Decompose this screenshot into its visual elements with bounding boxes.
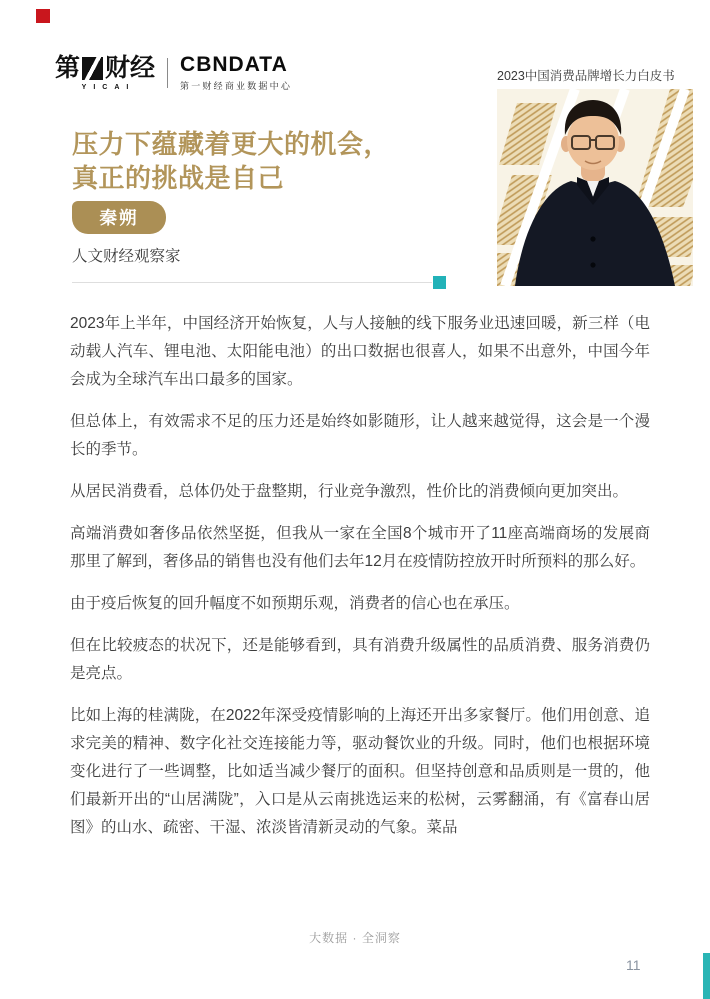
red-corner-marker-icon bbox=[36, 9, 50, 23]
section-divider bbox=[72, 276, 446, 289]
author-name-badge: 秦朔 bbox=[72, 201, 166, 234]
cbndata-logo bbox=[180, 54, 292, 92]
yicai-logo-text-2: 财经 bbox=[105, 53, 156, 82]
whitepaper-title-label: 2023中国消费品牌增长力白皮书 bbox=[497, 69, 675, 83]
yicai-logo-en: YICAI bbox=[81, 83, 136, 91]
article-body bbox=[70, 310, 650, 856]
article-title-line2: 真正的挑战是自己 bbox=[72, 163, 285, 193]
page-number: 11 bbox=[626, 957, 641, 973]
teal-accent-square-icon bbox=[433, 276, 446, 289]
article-title-line1: 压力下蕴藏着更大的机会， bbox=[72, 129, 391, 159]
author-photo-illustration bbox=[497, 89, 693, 286]
paragraph: 从居民消费看，总体仍处于盘整期，行业竞争激烈，性价比的消费倾向更加突出。 bbox=[70, 483, 629, 500]
paragraph: 比如上海的桂满陇，在2022年深受疫情影响的上海还开出多家餐厅。他们用创意、追求完美的精神、数字化社交连接能力等，驱动餐饮业的升级。同时，他们也根据环境变化进行了一些调整，比如适当减少餐厅的面积。但坚持创意和品质则是一贯的，他们最新开出的“山居满陇”，入口是从云南挑选运来的松树，云雾翻涌，有《富春山居图》的山水、疏密、干湿、浓淡皆清新灵动的气象。菜品 bbox=[70, 707, 650, 836]
paragraph: 高端消费如奢侈品依然坚挺，但我从一家在全国8个城市开了11座高端商场的发展商那里了解到，奢侈品的销售也没有他们去年12月在疫情防控放开时所预料的那么好。 bbox=[70, 525, 650, 570]
cbndata-logo-text: CBNDATA bbox=[180, 53, 288, 76]
paragraph: 但总体上，有效需求不足的压力还是始终如影随形，让人越来越觉得，这会是一个漫长的季节。 bbox=[70, 413, 650, 458]
yicai-logo-mark-icon bbox=[82, 57, 103, 80]
cbndata-logo-subtitle: 第一财经商业数据中心 bbox=[180, 81, 293, 91]
footer-slogan: 大数据 · 全洞察 bbox=[309, 931, 401, 945]
paragraph: 由于疫后恢复的回升幅度不如预期乐观，消费者的信心也在承压。 bbox=[70, 595, 520, 612]
author-photo bbox=[497, 89, 693, 286]
paragraph: 但在比较疲态的状况下，还是能够看到，具有消费升级属性的品质消费、服务消费仍是亮点。 bbox=[70, 637, 650, 682]
header-logo-group bbox=[55, 54, 292, 92]
article-title bbox=[72, 127, 390, 195]
yicai-logo-cn bbox=[55, 53, 156, 82]
teal-corner-bar-icon bbox=[703, 953, 710, 999]
logo-separator bbox=[167, 58, 168, 88]
yicai-logo bbox=[55, 53, 156, 91]
yicai-logo-text-1: 第 bbox=[55, 53, 81, 82]
paragraph: 2023年上半年，中国经济开始恢复，人与人接触的线下服务业迅速回暖，新三样（电动载人汽车、锂电池、太阳能电池）的出口数据也很喜人，如果不出意外，中国今年会成为全球汽车出口最多的国家。 bbox=[70, 315, 650, 388]
divider-line bbox=[72, 282, 432, 283]
author-role: 人文财经观察家 bbox=[72, 248, 181, 265]
